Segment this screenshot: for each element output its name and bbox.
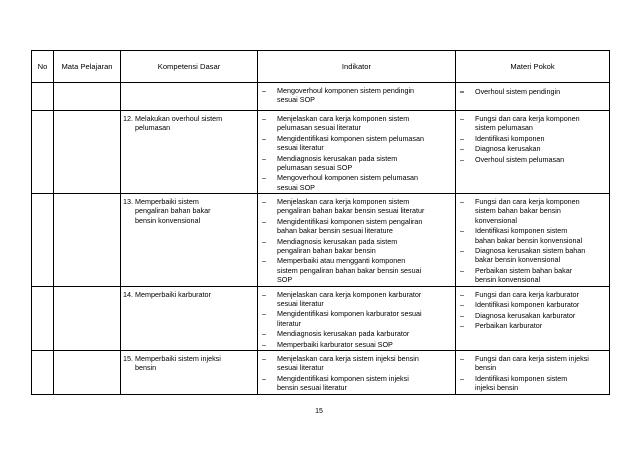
indikator-item: – Mengoverhoul komponen sistem pendingin sesuai SOP bbox=[259, 86, 454, 105]
materi-item: – Perbaikan sistem bahan bakar bensin konvensional bbox=[457, 266, 608, 285]
indikator-item: – Mendiagnosis kerusakan pada sistem pengaliran bahan bakar bensin bbox=[259, 237, 454, 256]
cell-kompetensi-dasar bbox=[121, 83, 258, 111]
indikator-item: – Mendiagnosis kerusakan pada sistem pelumasan sesuai SOP bbox=[259, 154, 454, 173]
materi-item: – Identifikasi komponen karburator bbox=[457, 300, 608, 309]
indikator-item: – Menjelaskan cara kerja komponen sistem pelumasan sesuai literatur bbox=[259, 114, 454, 133]
materi-list bbox=[456, 111, 609, 164]
indikator-list bbox=[258, 287, 455, 349]
materi-item: – Overhoul sistem pendingin bbox=[457, 87, 608, 96]
cell-mata-pelajaran bbox=[54, 286, 121, 351]
cell-kompetensi-dasar bbox=[121, 111, 258, 194]
cell-no bbox=[32, 111, 54, 194]
cell-indikator bbox=[258, 351, 456, 395]
header-indikator: Indikator bbox=[258, 51, 456, 83]
cell-materi-pokok bbox=[456, 111, 610, 194]
materi-item: – Identifikasi komponen sistem bahan bakar bensin konvensional bbox=[457, 226, 608, 245]
materi-item: – Identifikasi komponen sistem injeksi bensin bbox=[457, 374, 608, 393]
cell-mata-pelajaran bbox=[54, 111, 121, 194]
cell-mata-pelajaran bbox=[54, 351, 121, 395]
cell-materi-pokok bbox=[456, 194, 610, 286]
indikator-list bbox=[258, 194, 455, 284]
table-row bbox=[32, 83, 610, 111]
indikator-item: – Mengoverhoul komponen sistem pelumasan sesuai SOP bbox=[259, 173, 454, 192]
materi-list bbox=[456, 351, 609, 392]
indikator-item: – Menjelaskan cara kerja komponen sistem pengaliran bahan bakar bensin sesuai literatur bbox=[259, 197, 454, 216]
cell-indikator bbox=[258, 111, 456, 194]
cell-mata-pelajaran bbox=[54, 194, 121, 286]
indikator-item: – Mengidentifikasi komponen sistem injeksi bensin sesuai literatur bbox=[259, 374, 454, 393]
indikator-item: – Menjelaskan cara kerja sistem injeksi bensin sesuai literatur bbox=[259, 354, 454, 373]
materi-item: – Diagnosa kerusakan sistem bahan bakar bensin konvensional bbox=[457, 246, 608, 265]
cell-mata-pelajaran bbox=[54, 83, 121, 111]
syllabus-table bbox=[31, 50, 610, 395]
indikator-item: – Mendiagnosis kerusakan pada karburator bbox=[259, 329, 454, 338]
cell-indikator bbox=[258, 194, 456, 286]
table-row bbox=[32, 194, 610, 286]
indikator-item: – Memperbaiki karburator sesuai SOP bbox=[259, 340, 454, 349]
materi-item: – Identifikasi komponen bbox=[457, 134, 608, 143]
cell-materi-pokok bbox=[456, 351, 610, 395]
cell-materi-pokok bbox=[456, 286, 610, 351]
header-kompetensi-dasar: Kompetensi Dasar bbox=[121, 51, 258, 83]
table-row bbox=[32, 286, 610, 351]
page-number: 15 bbox=[315, 408, 323, 415]
materi-item: – Overhoul sistem pelumasan bbox=[457, 155, 608, 164]
cell-kompetensi-dasar bbox=[121, 351, 258, 395]
kd-text: Memperbaiki sistem pengaliran bahan bakar bensin konvensional bbox=[135, 197, 211, 225]
kd-number: 15. bbox=[123, 354, 133, 364]
indikator-list bbox=[258, 111, 455, 192]
cell-indikator bbox=[258, 286, 456, 351]
indikator-item: – Memperbaiki atau mengganti komponen sistem pengaliran bahan bakar bensin sesuai SOP bbox=[259, 256, 454, 284]
materi-list bbox=[456, 287, 609, 331]
materi-item: – Diagnosa kerusakan bbox=[457, 144, 608, 153]
table-header-row bbox=[32, 51, 610, 83]
table-row bbox=[32, 351, 610, 395]
cell-kompetensi-dasar bbox=[121, 286, 258, 351]
cell-no bbox=[32, 194, 54, 286]
indikator-item: – Mengidentifikasi komponen sistem pelumasan sesuai literatur bbox=[259, 134, 454, 153]
kd-text: Memperbaiki karburator bbox=[135, 289, 211, 299]
indikator-item: – Mengidentifikasi komponen sistem pengaliran bahan bakar bensin sesuai literature bbox=[259, 217, 454, 236]
cell-no bbox=[32, 351, 54, 395]
cell-indikator bbox=[258, 83, 456, 111]
header-no: No bbox=[32, 51, 54, 83]
indikator-item: – Mengidentifikasi komponen karburator sesuai literatur bbox=[259, 309, 454, 328]
kd-text: Melakukan overhoul sistem pelumasan bbox=[135, 114, 223, 133]
kd-number: 12. bbox=[123, 114, 133, 123]
materi-item: – Fungsi dan cara kerja karburator bbox=[457, 290, 608, 299]
materi-item: – Fungsi dan cara kerja sistem injeksi bensin bbox=[457, 354, 608, 373]
indikator-list bbox=[258, 351, 455, 392]
materi-item: – Perbaikan karburator bbox=[457, 321, 608, 330]
materi-list bbox=[456, 83, 609, 96]
materi-item: – Diagnosa kerusakan karburator bbox=[457, 311, 608, 320]
table-row bbox=[32, 111, 610, 194]
header-mata-pelajaran: Mata Pelajaran bbox=[54, 51, 121, 83]
cell-materi-pokok bbox=[456, 83, 610, 111]
indikator-list bbox=[258, 83, 455, 105]
kd-number: 13. bbox=[123, 197, 133, 207]
materi-item: – Fungsi dan cara kerja komponen sistem pelumasan bbox=[457, 114, 608, 133]
cell-no bbox=[32, 83, 54, 111]
materi-list bbox=[456, 194, 609, 284]
indikator-item: – Menjelaskan cara kerja komponen karburator sesuai literatur bbox=[259, 290, 454, 309]
cell-kompetensi-dasar bbox=[121, 194, 258, 286]
cell-no bbox=[32, 286, 54, 351]
kd-number: 14. bbox=[123, 289, 133, 299]
materi-item: – Fungsi dan cara kerja komponen sistem bahan bakar bensin konvensional bbox=[457, 197, 608, 225]
kd-text: Memperbaiki sistem injeksi bensin bbox=[135, 354, 221, 373]
header-materi-pokok: Materi Pokok bbox=[456, 51, 610, 83]
